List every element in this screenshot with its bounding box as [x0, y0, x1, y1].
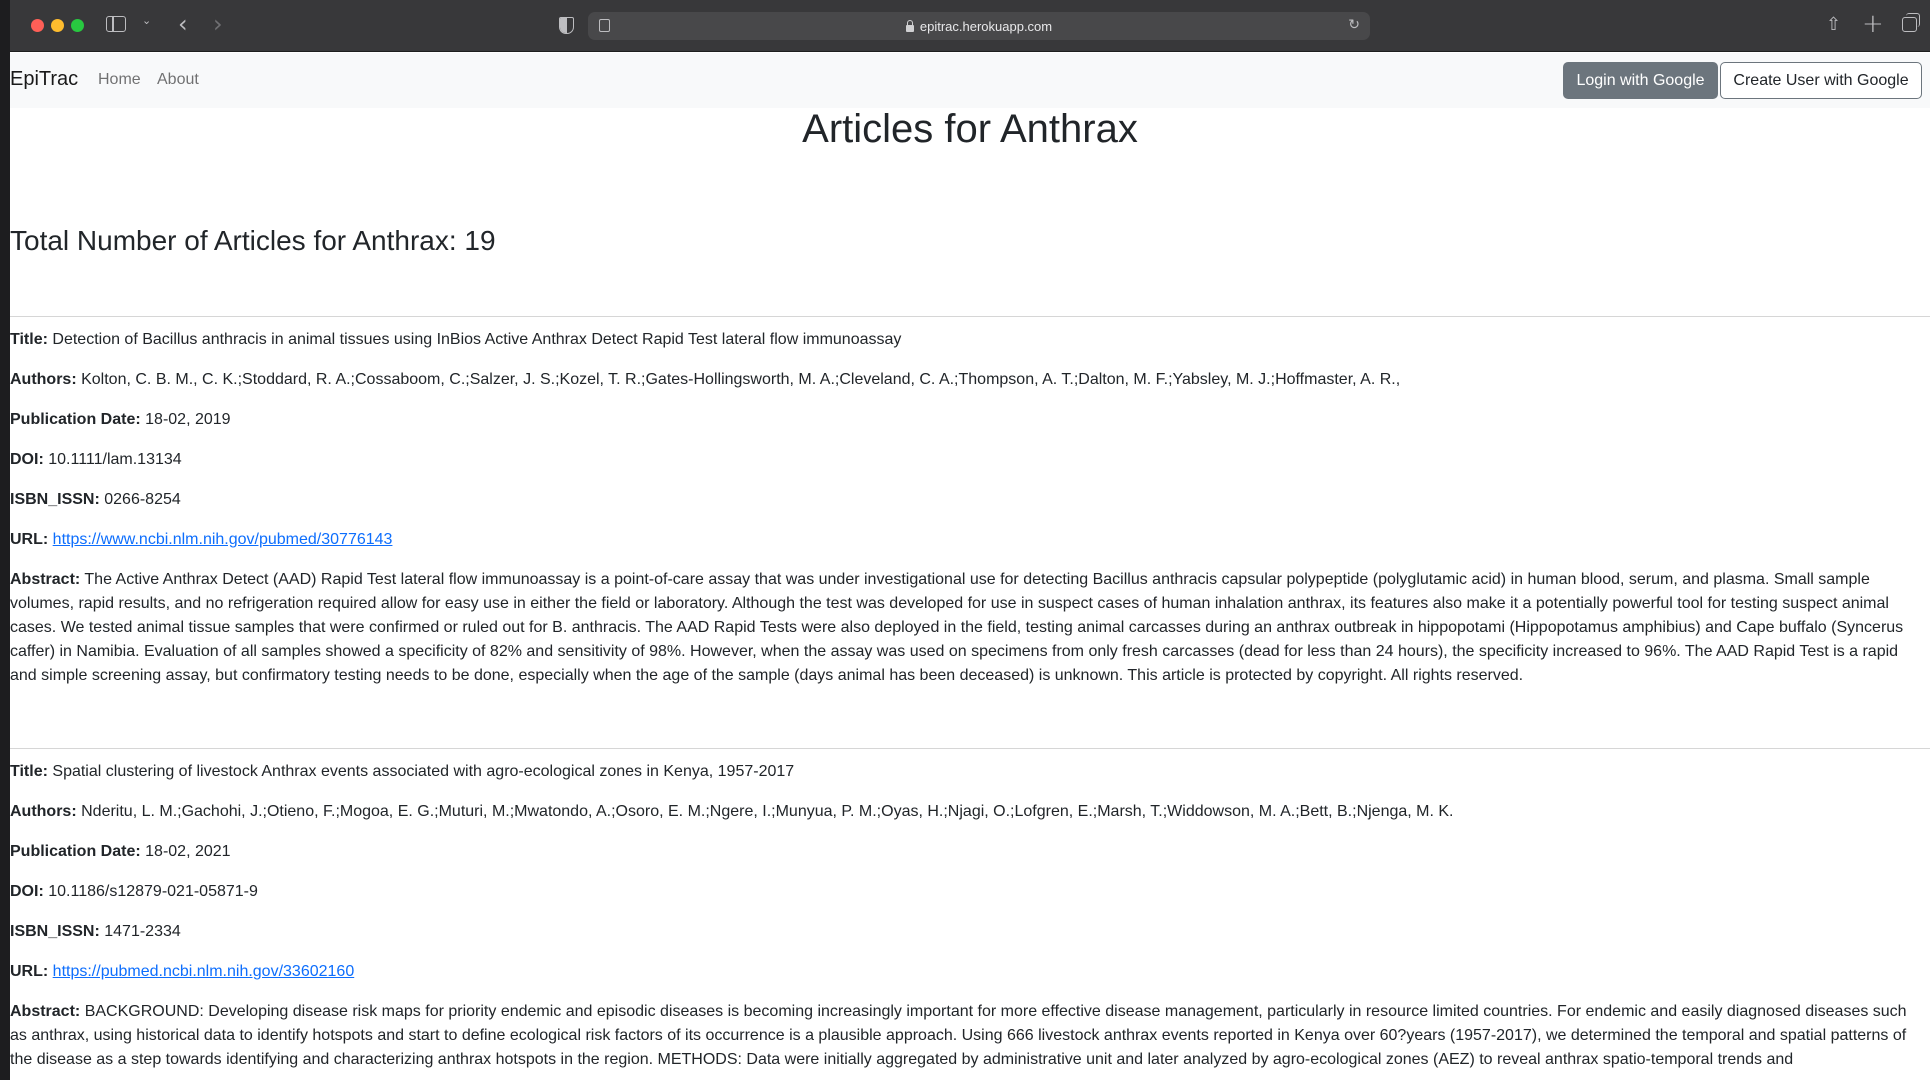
isbn-label: ISBN_ISSN:: [10, 923, 100, 940]
article-authors: Nderitu, L. M.;Gachohi, J.;Otieno, F.;Mogoa, E. G.;Muturi, M.;Mwatondo, A.;Osoro, E. M.;Ngere, I.;Munyua, P. M.;Oyas, H.;Njagi, O.;Lofgren, E.;Marsh, T.;Widdowson, M. A.;Bett, B.;Njenga, M. K.: [81, 803, 1454, 820]
browser-toolbar: [10, 0, 1930, 52]
article-isbn: 1471-2334: [104, 923, 181, 940]
article-pubdate: 18-02, 2019: [145, 411, 231, 428]
article-title: Detection of Bacillus anthracis in animal tissues using InBios Active Anthrax Detect Rapid Test lateral flow immunoassay: [52, 331, 902, 348]
pubdate-label: Publication Date:: [10, 843, 141, 860]
share-icon[interactable]: ⇧: [1826, 14, 1842, 35]
article-pubdate-row: [10, 408, 231, 432]
article-url-row: [10, 528, 392, 552]
pubdate-label: Publication Date:: [10, 411, 141, 428]
minimize-window-button[interactable]: [51, 19, 64, 32]
address-bar[interactable]: [588, 12, 1370, 40]
article-abstract-text: The Active Anthrax Detect (AAD) Rapid Test lateral flow immunoassay is a point-of-care assay that was under investigational use for detecting Bacillus anthracis capsular polypeptide (polyglutamic acid) in human blood, serum, and plasma. Small sample volumes, rapid results, and no refrigeration required allow for easy use in either the field or laboratory. Although the test was developed for use in suspect cases of human inhalation anthrax, its features also make it a potentially powerful tool for testing suspect animal cases. We tested animal tissue samples that were confirmed or ruled out for B. anthracis. The AAD Rapid Tests were also deployed in the field, testing animal carcasses during an anthrax outbreak in hippopotami (Hippopotamus amphibius) and Cape buffalo (Syncerus caffer) in Namibia. Evaluation of all samples showed a specificity of 82% and sensitivity of 98%. However, when the assay was used on specimens from only fresh carcasses (dead for less than 24 hours), the specificity increased to 96%. The AAD Rapid Test is a rapid and simple screening assay, but confirmatory testing needs to be done, especially when the age of the sample (days animal has been deceased) is unknown. This article is protected by copyright. All rights reserved.: [10, 571, 1904, 684]
article-abstract: [10, 568, 1922, 688]
forward-arrow-icon[interactable]: ›: [213, 10, 223, 38]
url-text[interactable]: epitrac.herokuapp.com: [919, 18, 1053, 34]
article-abstract-text: BACKGROUND: Developing disease risk maps for priority endemic and episodic diseases is becoming increasingly important for more effective disease management, particularly in resource limited countries. For endemic and easily diagnosed diseases such as anthrax, using historical data to identify hotspots and start to define ecological risk factors of its occurrence is a plausible approach. Using 666 livestock anthrax events reported in Kenya over 60?years (1957-2017), we determined the temporal and spatial patterns of the disease as a step towards identifying and characterizing anthrax hotspots in the region. METHODS: Data were initially aggregated by administrative unit and later analyzed by agro-ecological zones (AEZ) to reveal anthrax spatio-temporal trends and: [10, 1003, 1907, 1068]
total-articles-heading: Total Number of Articles for Anthrax: 19: [10, 225, 496, 256]
sidebar-icon[interactable]: [106, 16, 126, 32]
article-title: Spatial clustering of livestock Anthrax events associated with agro-ecological zones in Kenya, 1957-2017: [52, 763, 795, 780]
nav-link-about[interactable]: About: [157, 71, 199, 88]
title-label: Title:: [10, 763, 48, 780]
article-title-row: [10, 760, 794, 784]
back-arrow-icon[interactable]: ‹: [178, 10, 188, 38]
article-doi-row: [10, 448, 182, 472]
article-doi: 10.1186/s12879-021-05871-9: [48, 883, 258, 900]
article-doi: 10.1111/lam.13134: [48, 451, 182, 468]
create-user-with-google-button[interactable]: Create User with Google: [1720, 62, 1922, 99]
nav-link-home[interactable]: Home: [98, 71, 141, 88]
authors-label: Authors:: [10, 803, 77, 820]
isbn-label: ISBN_ISSN:: [10, 491, 100, 508]
article-url-row: [10, 960, 354, 984]
zoom-window-button[interactable]: [71, 19, 84, 32]
article-title-row: [10, 328, 901, 352]
reload-icon[interactable]: ↻: [1348, 16, 1360, 32]
article-pubdate: 18-02, 2021: [145, 843, 231, 860]
article-authors-row: [10, 368, 1400, 392]
web-page: [10, 53, 1930, 1080]
divider: [10, 748, 1930, 749]
tab-overview-icon[interactable]: [1902, 17, 1917, 32]
article-isbn-row: [10, 488, 181, 512]
divider: [10, 316, 1930, 317]
abstract-label: Abstract:: [10, 1003, 81, 1020]
lock-icon: [906, 25, 914, 32]
login-with-google-button[interactable]: Login with Google: [1563, 62, 1718, 99]
brand-link[interactable]: EpiTrac: [10, 68, 79, 90]
article-doi-row: [10, 880, 258, 904]
article-url-link[interactable]: https://pubmed.ncbi.nlm.nih.gov/33602160: [52, 963, 355, 980]
doi-label: DOI:: [10, 451, 44, 468]
browser-window: [10, 0, 1930, 1080]
article-isbn: 0266-8254: [104, 491, 181, 508]
article-authors-row: [10, 800, 1454, 824]
new-tab-icon[interactable]: +: [1862, 9, 1884, 39]
page-title: Articles for Anthrax: [802, 107, 1138, 151]
article-abstract: [10, 1000, 1922, 1072]
title-label: Title:: [10, 331, 48, 348]
url-label: URL:: [10, 963, 49, 980]
article-isbn-row: [10, 920, 181, 944]
privacy-shield-icon[interactable]: [559, 17, 574, 34]
navbar: [10, 53, 1930, 108]
close-window-button[interactable]: [31, 19, 44, 32]
article-authors: Kolton, C. B. M., C. K.;Stoddard, R. A.;Cossaboom, C.;Salzer, J. S.;Kozel, T. R.;Gates-Hollingsworth, M. A.;Cleveland, C. A.;Thompson, A. T.;Dalton, M. F.;Yabsley, M. J.;Hoffmaster, A. R.,: [81, 371, 1401, 388]
doi-label: DOI:: [10, 883, 44, 900]
url-label: URL:: [10, 531, 49, 548]
chevron-down-icon[interactable]: ⌄: [142, 14, 152, 27]
article-pubdate-row: [10, 840, 231, 864]
article-url-link[interactable]: https://www.ncbi.nlm.nih.gov/pubmed/30776143: [52, 531, 393, 548]
authors-label: Authors:: [10, 371, 77, 388]
abstract-label: Abstract:: [10, 571, 81, 588]
